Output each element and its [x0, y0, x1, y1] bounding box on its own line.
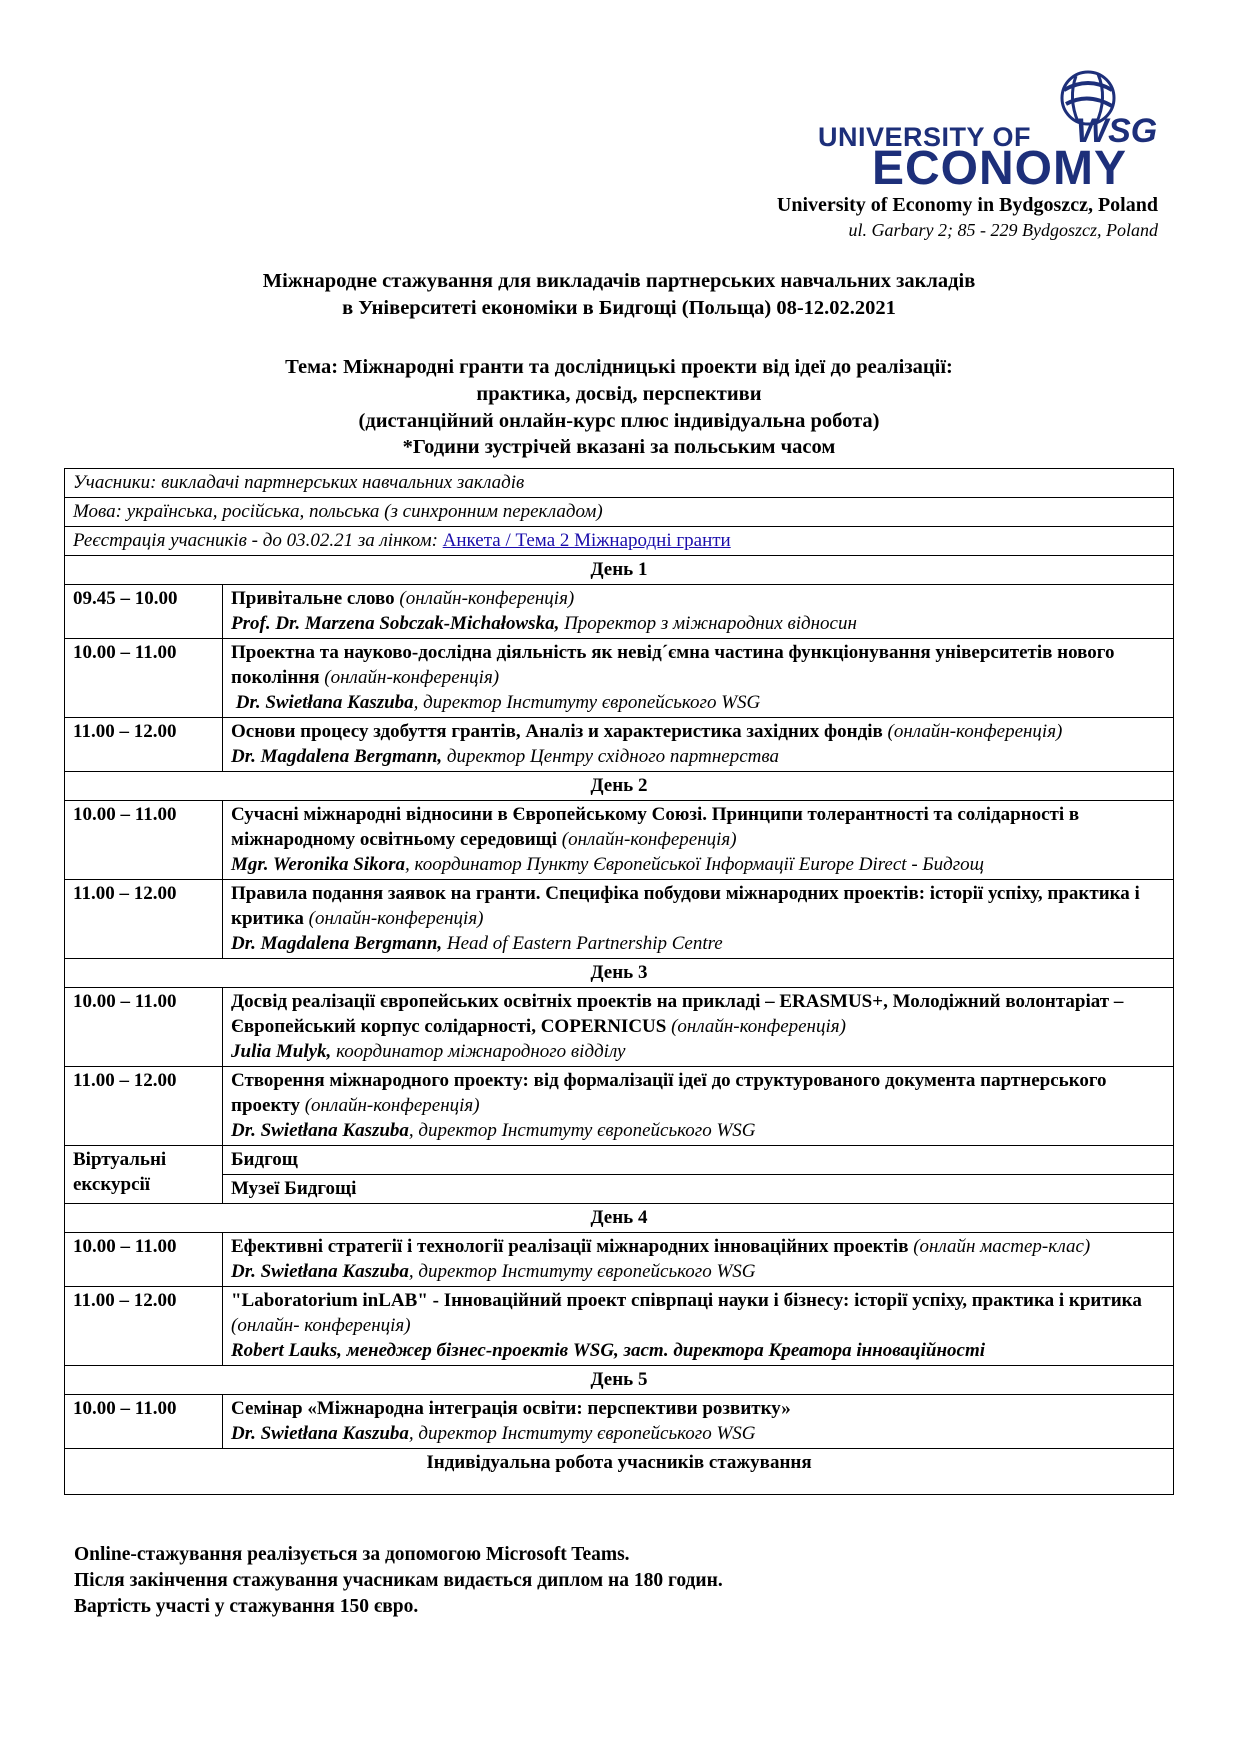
session-topic: Досвід реалізації європейських освітніх проектів на прикладі – ERASMUS+, Молодіжний волонтаріат – Європейський корпус солідарності, COPERNICUS — [231, 991, 1124, 1037]
logo-text-line2: ECONOMY — [872, 142, 1128, 195]
session-format: (онлайн-конференція) — [399, 588, 575, 609]
speaker-role: , координатор Пункту Європейської Інформації Europe Direct - Бидгощ — [405, 854, 984, 875]
table-row — [65, 718, 1174, 772]
session-time: 11.00 – 12.00 — [65, 1287, 223, 1366]
session-topic: Проектна та науково-дослідна діяльність як невід´ємна частина функціонування університетів нового покоління — [231, 642, 1115, 688]
session-details — [223, 1287, 1174, 1366]
day-1-header: День 1 — [65, 556, 1174, 585]
table-row — [65, 801, 1174, 880]
speaker-name: Dr. Swietłana Kaszuba — [231, 1261, 409, 1282]
session-topic: Привітальне слово — [231, 588, 395, 609]
virtual-tour-row — [65, 1146, 1174, 1175]
session-details — [223, 1233, 1174, 1287]
table-row — [65, 1287, 1174, 1366]
speaker-name: Dr. Swietłana Kaszuba — [231, 1423, 409, 1444]
university-logo — [818, 70, 1158, 195]
session-topic: Основи процесу здобуття грантів, Аналіз и характеристика західних фондів — [231, 721, 883, 742]
session-time: 10.00 – 11.00 — [65, 801, 223, 880]
footer-line-3: Вартість участі у стажування 150 євро. — [74, 1596, 419, 1617]
speaker-role: , директор Інституту європейського WSG — [408, 1261, 756, 1282]
table-row — [65, 1395, 1174, 1449]
session-format: (онлайн мастер-клас) — [913, 1236, 1091, 1257]
university-name: University of Economy in Bydgoszcz, Poland — [776, 194, 1158, 216]
session-time: 11.00 – 12.00 — [65, 880, 223, 959]
footer-line-2: Після закінчення стажування учасникам видається диплом на 180 годин. — [74, 1570, 723, 1591]
virtual-tour-item: Музеї Бидгощі — [223, 1175, 1174, 1204]
session-topic: Сучасні міжнародні відносини в Європейському Союзі. Принципи толерантності та солідарності в міжнародному освітньому середовищі — [231, 804, 1080, 850]
session-time: 10.00 – 11.00 — [65, 1233, 223, 1287]
speaker-name: Dr. Swietłana Kaszuba — [235, 692, 414, 713]
session-time: 10.00 – 11.00 — [65, 988, 223, 1067]
session-topic: "Laboratorium inLAB" - Інноваційний проект співрпаці науки і бізнесу: історії успіху, практика і критика — [231, 1290, 1142, 1311]
registration-text: Реєстрація учасників - до 03.02.21 за лінком: — [73, 530, 438, 551]
session-details — [223, 585, 1174, 639]
logo-badge: WSG — [1076, 112, 1158, 150]
session-topic: Створення міжнародного проекту: від формалізації ідеї до структурованого документа партнерського проекту — [231, 1070, 1107, 1116]
topic-line-4: *Години зустрічей вказані за польським часом — [402, 436, 836, 458]
speaker-name: Dr. Magdalena Bergmann, — [231, 933, 443, 954]
session-topic: Семінар «Міжнародна інтеграція освіти: перспективи розвитку» — [231, 1398, 791, 1419]
topic-line-1: Тема: Міжнародні гранти та дослідницькі проекти від ідеї до реалізації: — [285, 356, 953, 378]
participants-text: Учасники: викладачі партнерських навчальних закладів — [65, 469, 1174, 498]
speaker-name: Prof. Dr. Marzena Sobczak-Michałowska, — [231, 613, 560, 634]
session-details — [223, 988, 1174, 1067]
title-line-1: Міжнародне стажування для викладачів партнерських навчальних закладів — [262, 270, 976, 292]
speaker-role: Head of Eastern Partnership Centre — [446, 933, 723, 954]
virtual-tour-item: Бидгощ — [223, 1146, 1174, 1175]
topic-block — [64, 354, 1174, 460]
session-format: (онлайн-конференція) — [671, 1016, 846, 1037]
registration-link[interactable]: Анкета / Тема 2 Міжнародні гранти — [442, 530, 731, 551]
speaker-role: координатор міжнародного відділу — [336, 1041, 626, 1062]
day-2-header: День 2 — [65, 772, 1174, 801]
footer-notes — [74, 1542, 723, 1620]
session-format: (онлайн-конференція) — [561, 829, 737, 850]
session-topic: Правила подання заявок на гранти. Специфіка побудови міжнародних проектів: історії успіху, практика і критика — [231, 883, 1140, 929]
speaker-name: Mgr. Weronika Sikora — [231, 854, 406, 875]
session-time: 10.00 – 11.00 — [65, 639, 223, 718]
table-row — [65, 1233, 1174, 1287]
speaker-name: Robert Lauks, — [231, 1340, 342, 1361]
speaker-name: Julia Mulyk, — [231, 1041, 332, 1062]
speaker-role: , директор Інституту європейського WSG — [408, 1423, 756, 1444]
registration-cell — [65, 527, 1174, 556]
session-details — [223, 801, 1174, 880]
session-time: 11.00 – 12.00 — [65, 718, 223, 772]
session-details — [223, 639, 1174, 718]
table-row — [65, 880, 1174, 959]
day-3-header: День 3 — [65, 959, 1174, 988]
schedule-table — [64, 468, 1174, 1495]
university-address: ul. Garbary 2; 85 - 229 Bydgoszcz, Poland — [848, 220, 1158, 240]
table-row — [65, 1067, 1174, 1146]
table-row — [65, 639, 1174, 718]
table-row — [65, 585, 1174, 639]
speaker-role: директор Центру східного партнерства — [446, 746, 779, 767]
speaker-role: , директор Інституту європейського WSG — [413, 692, 761, 713]
footer-line-1: Online-стажування реалізується за допомогою Microsoft Teams. — [74, 1544, 630, 1565]
speaker-role: Проректор з міжнародних відносин — [564, 613, 857, 634]
table-row — [65, 988, 1174, 1067]
session-details — [223, 1067, 1174, 1146]
day-4-header: День 4 — [65, 1204, 1174, 1233]
virtual-tour-label: Віртуальні екскурсії — [65, 1146, 223, 1204]
session-details — [223, 880, 1174, 959]
session-time: 10.00 – 11.00 — [65, 1395, 223, 1449]
speaker-name: Dr. Swietłana Kaszuba — [231, 1120, 409, 1141]
topic-line-2: практика, досвід, перспективи — [476, 383, 762, 405]
info-registration-row — [65, 527, 1174, 556]
topic-line-3: (дистанційний онлайн-курс плюс індивідуальна робота) — [358, 410, 880, 432]
session-format: (онлайн-конференція) — [304, 1095, 480, 1116]
session-time: 09.45 – 10.00 — [65, 585, 223, 639]
speaker-name: Dr. Magdalena Bergmann, — [231, 746, 443, 767]
session-format: (онлайн- конференція) — [231, 1315, 411, 1336]
session-topic: Ефективні стратегії і технології реалізації міжнародних інноваційних проектів — [231, 1236, 909, 1257]
language-text: Мова: українська, російська, польська (з синхронним перекладом) — [65, 498, 1174, 527]
virtual-tour-row — [65, 1175, 1174, 1204]
session-details — [223, 718, 1174, 772]
speaker-role: менеджер бізнес-проектів WSG, заст. директора Креатора інноваційності — [341, 1340, 986, 1361]
info-language-row — [65, 498, 1174, 527]
speaker-role: , директор Інституту європейського WSG — [408, 1120, 756, 1141]
document-title — [64, 268, 1174, 322]
session-format: (онлайн-конференція) — [887, 721, 1063, 742]
session-time: 11.00 – 12.00 — [65, 1067, 223, 1146]
day-5-header: День 5 — [65, 1366, 1174, 1395]
individual-work-text: Індивідуальна робота учасників стажування — [65, 1449, 1174, 1495]
session-details — [223, 1395, 1174, 1449]
session-format: (онлайн-конференція) — [324, 667, 500, 688]
title-line-2: в Університеті економіки в Бидгощі (Польща) 08-12.02.2021 — [342, 297, 896, 319]
individual-work-row — [65, 1449, 1174, 1495]
session-format: (онлайн-конференція) — [308, 908, 484, 929]
info-participants-row — [65, 469, 1174, 498]
logo-text-line1: UNIVERSITY OF — [818, 122, 1032, 152]
